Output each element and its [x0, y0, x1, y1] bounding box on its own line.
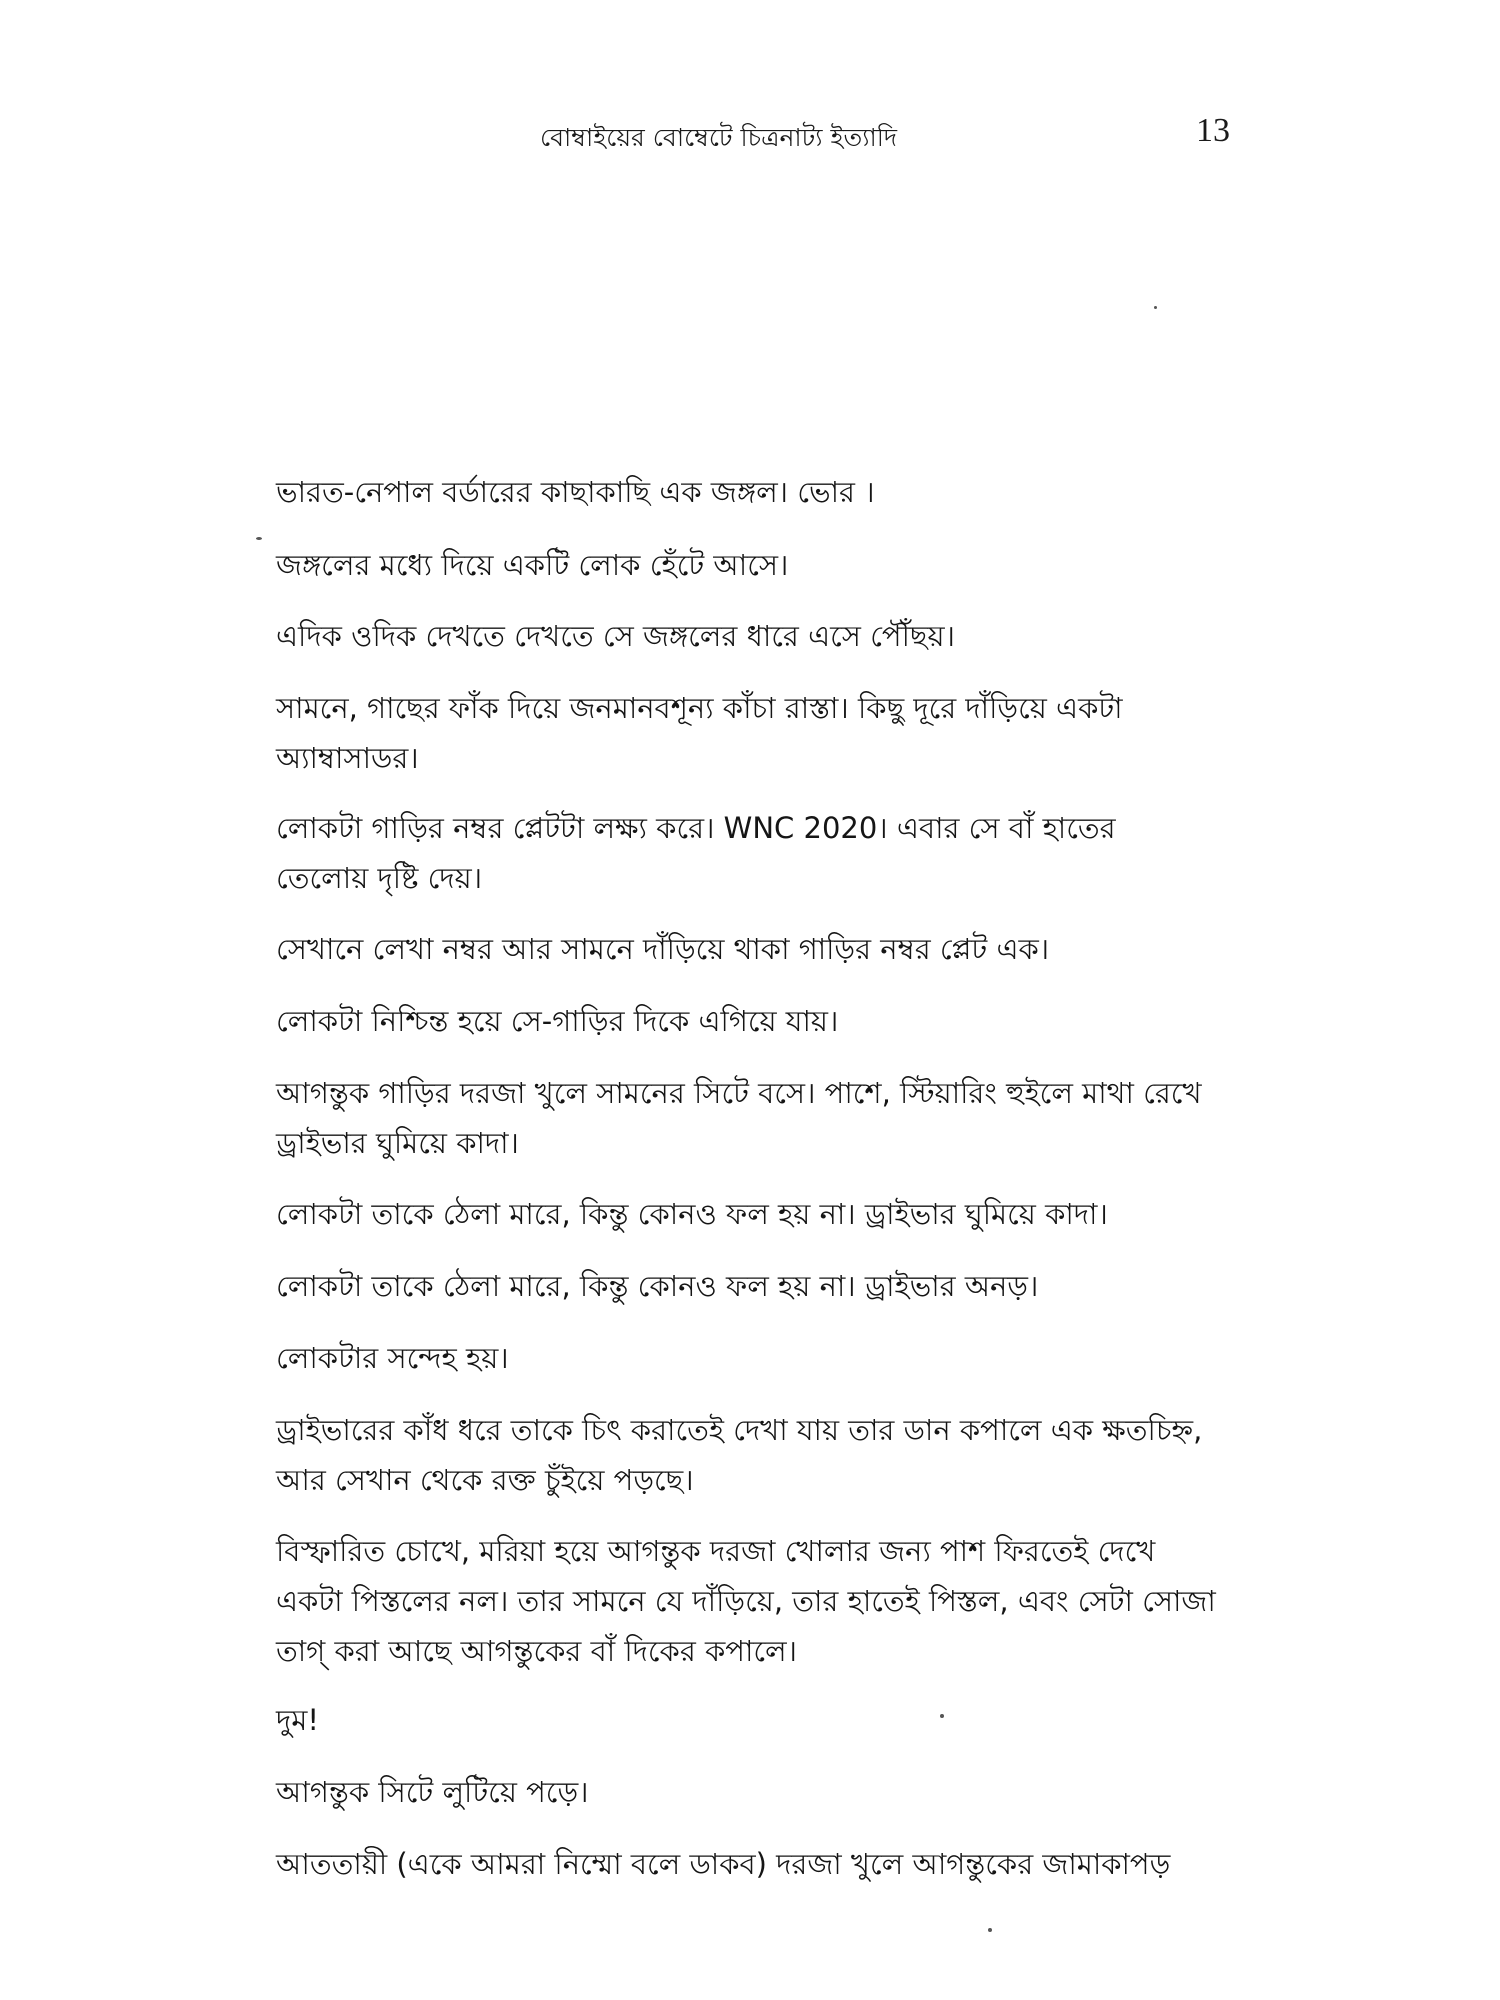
paragraph: আততায়ী (একে আমরা নিম্মো বলে ডাকব) দরজা খুলে আগন্তুকের জামাকাপড় — [276, 1847, 1171, 1881]
paragraph: লোকটা নিশ্চিন্ত হয়ে সে-গাড়ির দিকে এগিয়ে যায়। — [276, 1004, 839, 1038]
page-number: 13 — [1196, 112, 1230, 149]
paragraph: এদিক ওদিক দেখতে দেখতে সে জঙ্গলের ধারে এসে পৌঁছয়। — [276, 619, 955, 653]
scan-speck — [1154, 306, 1157, 309]
paragraph: লোকটা তাকে ঠেলা মারে, কিন্তু কোনও ফল হয় না। ড্রাইভার অনড়। — [276, 1269, 1039, 1303]
paragraph: জঙ্গলের মধ্যে দিয়ে একটি লোক হেঁটে আসে। — [276, 548, 789, 582]
paragraph: আগন্তুক গাড়ির দরজা খুলে সামনের সিটে বসে। পাশে, স্টিয়ারিং হুইলে মাথা রেখে ড্রাইভার ঘুমিয়ে কাদা। — [276, 1076, 1202, 1160]
paragraph: লোকটা তাকে ঠেলা মারে, কিন্তু কোনও ফল হয় না। ড্রাইভার ঘুমিয়ে কাদা। — [276, 1197, 1108, 1231]
paragraph: ভারত-নেপাল বর্ডারের কাছাকাছি এক জঙ্গল। ভোর । — [276, 475, 875, 509]
paragraph: দুম! — [276, 1703, 319, 1737]
paragraph: আগন্তুক সিটে লুটিয়ে পড়ে। — [276, 1775, 589, 1809]
scan-speck — [256, 537, 262, 540]
paragraph: সামনে, গাছের ফাঁক দিয়ে জনমানবশূন্য কাঁচা রাস্তা। কিছু দূরে দাঁড়িয়ে একটা অ্যাম্বাসাডর। — [276, 691, 1123, 775]
paragraph: লোকটার সন্দেহ হয়। — [276, 1341, 509, 1375]
scan-speck — [988, 1928, 992, 1932]
paragraph: লোকটা গাড়ির নম্বর প্লেটটা লক্ষ্য করে। WNC 2020। এবার সে বাঁ হাতের তেলোয় দৃষ্টি দেয়। — [276, 811, 1116, 895]
paragraph: বিস্ফারিত চোখে, মরিয়া হয়ে আগন্তুক দরজা খোলার জন্য পাশ ফিরতেই দেখে একটা পিস্তলের নল। তার সামনে যে দাঁড়িয়ে, তার হাতেই পিস্তল, এবং সেটা সোজা তাগ্ করা আছে আগন্তুকের বাঁ দিকের কপালে। — [276, 1534, 1216, 1668]
running-head-title: বোম্বাইয়ের বোম্বেটে চিত্রনাট্য ইত্যাদি — [540, 123, 898, 152]
paragraph: ড্রাইভারের কাঁধ ধরে তাকে চিৎ করাতেই দেখা যায় তার ডান কপালে এক ক্ষতচিহ্ন, আর সেখান থেকে রক্ত চুঁইয়ে পড়ছে। — [276, 1413, 1203, 1497]
scan-speck — [940, 1714, 944, 1718]
paragraph: সেখানে লেখা নম্বর আর সামনে দাঁড়িয়ে থাকা গাড়ির নম্বর প্লেট এক। — [276, 932, 1050, 966]
